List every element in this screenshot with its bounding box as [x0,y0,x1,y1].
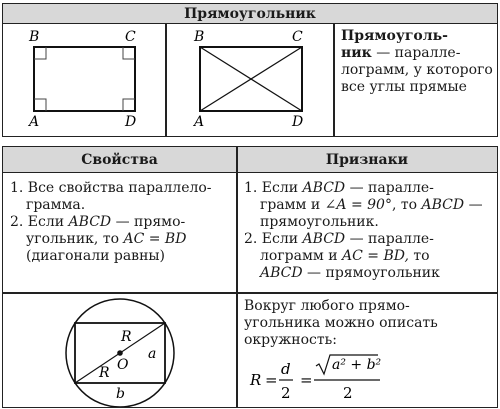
vertex-label-a: A [29,114,40,130]
definition-term: Прямоуголь- [341,28,448,44]
row-divider [3,292,497,294]
divider-fig1 [165,24,167,136]
signs-list [244,180,494,282]
formula-r: R [250,371,262,389]
vertex-label-b: B [29,29,40,45]
center-label: O [117,357,129,373]
right-angle-mark-c [123,47,135,59]
formula-denominator: 2 [281,384,291,402]
definition-text: — паралле- [371,45,461,61]
property-item: угольник, то AC = BD [26,231,187,247]
vertex-label-d: D [125,114,137,130]
properties-header: Свойства [3,147,236,173]
vertex-label-c: C [292,29,303,45]
definition-text: лограмм, у которого [341,62,493,78]
vertex-label-c: C [125,29,136,45]
divider-fig2 [333,24,335,136]
signs-header: Признаки [237,147,497,173]
radius-label: R [121,329,132,345]
center-point [117,350,123,356]
side-b-label: b [116,386,125,402]
sign-item: 1. Если ABCD — паралле- [244,180,434,196]
circumscribe-text: Вокруг любого прямо- угольника можно описать окружность: [244,298,438,348]
sqrt-expression: a² + b² [332,357,382,373]
sign-item: 2. Если ABCD — паралле- [244,231,434,247]
rectangle-definition [341,28,495,96]
circumscribed-circle-figure [60,295,180,407]
definition-table-title: Прямоугольник [3,4,497,24]
rectangle-right-angles-figure [4,26,164,134]
property-item: 1. Все свойства параллело- [10,180,212,196]
right-angle-mark-a [34,99,46,111]
property-item: 2. Если ABCD — прямо- [10,214,186,230]
property-item: (диагонали равны) [26,248,166,264]
vertex-label-a: A [194,114,205,130]
radius-formula [246,352,396,406]
sign-item: лограмм и AC = BD, то [260,248,430,264]
column-divider [236,147,238,407]
properties-list [10,180,232,265]
property-item: грамма. [26,197,86,213]
formula-denominator: 2 [343,384,353,402]
formula-equals: = [300,371,313,389]
side-a-label: a [148,346,157,362]
sign-item: грамм и ∠A = 90°, то ABCD — [260,197,483,213]
sign-item: ABCD — прямоугольник [260,265,440,281]
sign-item: прямоугольник. [260,214,379,230]
formula-equals: = [265,371,278,389]
radius-label: R [99,365,110,381]
formula-d: d [281,360,291,378]
vertex-label-b: B [194,29,205,45]
vertex-label-d: D [292,114,304,130]
definition-text: все углы прямые [341,79,467,95]
right-angle-mark-b [34,47,46,59]
definition-term-end: ник [341,45,372,61]
rectangle-shape [34,47,135,111]
right-angle-mark-d [123,99,135,111]
rectangle-diagonals-figure [168,26,332,134]
